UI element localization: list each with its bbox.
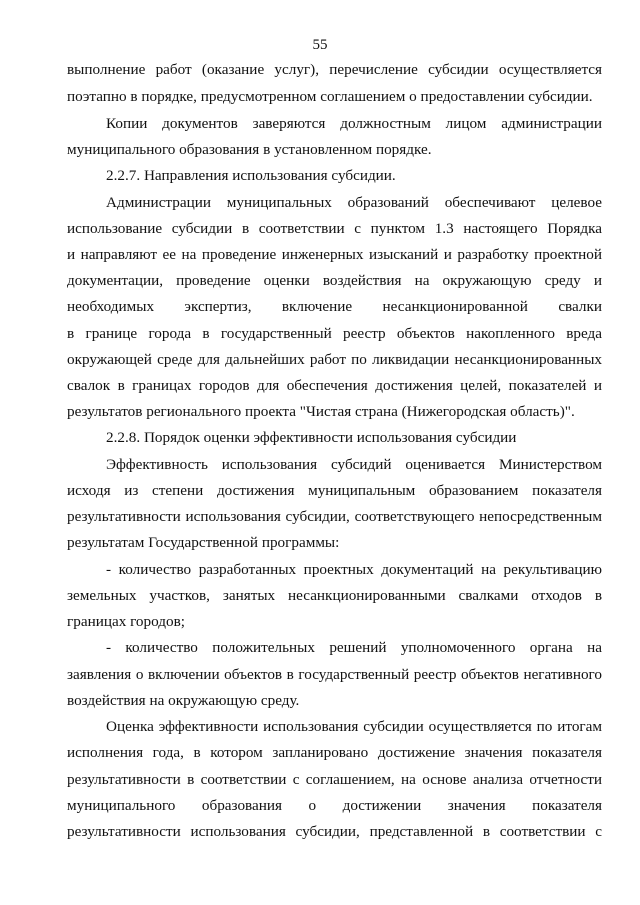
text-line: Копии документов заверяются должностным лицом администрации	[106, 115, 602, 132]
text-line: поэтапно в порядке, предусмотренном соглашением о предоставлении субсидии.	[67, 88, 593, 105]
text-line: документации, проведение оценки воздействия на окружающую среду и	[67, 272, 602, 289]
text-line: в границе города в государственный реестр объектов накопленного вреда	[67, 325, 602, 342]
list-item-line: - количество разработанных проектных документаций на рекультивацию	[106, 561, 602, 578]
text-line: результативности в соответствии с соглашением, на основе анализа отчетности	[67, 771, 602, 788]
text-line: заявления о включении объектов в государственный реестр объектов негативного	[67, 666, 602, 683]
text-line: исполнения года, в котором запланировано достижение значения показателя	[67, 744, 602, 761]
list-item-line: - количество положительных решений уполномоченного органа на	[106, 639, 602, 656]
text-line: Оценка эффективности использования субсидии осуществляется по итогам	[106, 718, 602, 735]
text-line: результативности использования субсидии, представленной в соответствии с	[67, 823, 602, 840]
text-line: муниципального образования о достижении значения показателя	[67, 797, 602, 814]
text-line: земельных участков, занятых несанкционированными свалками отходов в	[67, 587, 602, 604]
text-line: необходимых экспертиз, включение несанкционированной свалки	[67, 298, 602, 315]
text-line: результативности использования субсидии, соответствующего непосредственным	[67, 508, 602, 525]
text-line: результатам Государственной программы:	[67, 534, 340, 551]
text-line: Администрации муниципальных образований обеспечивают целевое	[106, 194, 602, 211]
text-line: выполнение работ (оказание услуг), перечисление субсидии осуществляется	[67, 61, 602, 78]
text-line: исходя из степени достижения муниципальным образованием показателя	[67, 482, 602, 499]
text-line: использование субсидии в соответствии с пунктом 1.3 настоящего Порядка	[67, 220, 602, 237]
text-line: границах городов;	[67, 613, 185, 630]
text-line: муниципального образования в установленном порядке.	[67, 141, 432, 158]
section-heading: 2.2.8. Порядок оценки эффективности использования субсидии	[106, 429, 517, 446]
text-line: и направляют ее на проведение инженерных изысканий и разработку проектной	[67, 246, 602, 263]
page-number: 55	[312, 37, 328, 53]
section-heading: 2.2.7. Направления использования субсидии.	[106, 167, 396, 184]
text-line: окружающей среде для дальнейших работ по ликвидации несанкционированных	[67, 351, 602, 368]
text-line: свалок в границах городов для обеспечения достижения целей, показателей и	[67, 377, 602, 394]
text-line: воздействия на окружающую среду.	[67, 692, 300, 709]
text-line: результатов регионального проекта "Чистая страна (Нижегородская область)".	[67, 403, 575, 420]
text-line: Эффективность использования субсидий оценивается Министерством	[106, 456, 602, 473]
